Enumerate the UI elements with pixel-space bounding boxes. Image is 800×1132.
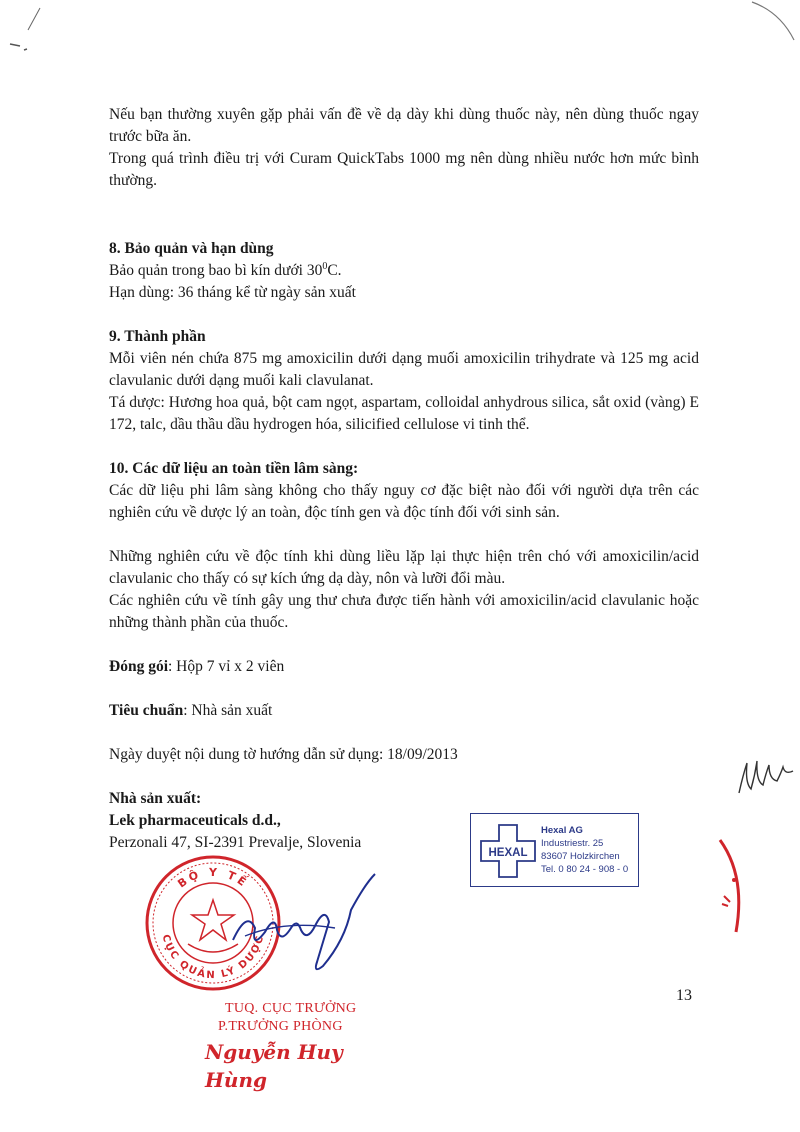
svg-text:HEXAL: HEXAL [488,847,528,859]
document-body [109,104,699,854]
composition-text: Mỗi viên nén chứa 875 mg amoxicilin dưới dạng muối amoxicilin trihydrate và 125 mg acid clavulanic dưới dạng muối kali clavulanat. [109,350,699,389]
hexal-city: 83607 Holzkirchen [541,851,620,862]
intro-paragraph-2: Trong quá trình điều trị với Curam QuickTabs 1000 mg nên dùng nhiều nước hơn mức bình thường. [109,150,699,189]
section-10-heading: 10. Các dữ liệu an toàn tiền lâm sàng: [109,460,359,477]
hexal-phone: Tel. 0 80 24 - 908 - 0 [541,864,629,875]
signatory-name: Nguyễn Huy Hùng [205,1040,343,1092]
signatory-title-1: TUQ. CỤC TRƯỞNG [225,1001,357,1016]
corner-scribble-icon [0,0,70,70]
page-number: 13 [676,987,692,1004]
corner-line-icon [750,0,800,50]
hexal-address-block [541,824,628,876]
handwritten-signature-icon [225,870,385,980]
initials-signature-icon [733,745,795,800]
preclinical-paragraph-2: Những nghiên cứu về độc tính khi dùng liều lặp lại thực hiện trên chó với amoxicilin/acid clavulanic cho thấy có sự kích ứng dạ dày, nôn và lưỡi đổi màu. [109,548,699,587]
hexal-company-stamp [470,813,639,887]
hexal-company-name: Hexal AG [541,825,583,836]
section-9-heading: 9. Thành phần [109,328,206,345]
excipients-text: Tá dược: Hương hoa quả, bột cam ngọt, aspartam, colloidal anhydrous silica, sắt oxid (vàng) E 172, talc, dầu thầu dầu hydrogen hóa, silicified cellulose vi tinh thể. [109,394,699,433]
expiry-text: Hạn dùng: 36 tháng kể từ ngày sản xuất [109,284,356,301]
section-8-heading: 8. Bảo quản và hạn dùng [109,240,274,257]
signatory-title-2: P.TRƯỞNG PHÒNG [218,1019,343,1034]
svg-text:CỤC QUẢN LÝ DƯỢC: CỤC QUẢN LÝ DƯỢC [159,933,267,982]
official-signatory [205,1000,395,1094]
manufacturer-address: Perzonali 47, SI-2391 Prevalje, Slovenia [109,834,362,851]
standard-line: Tiêu chuẩn: Nhà sản xuất [109,702,273,719]
storage-text: Bảo quản trong bao bì kín dưới $30^0C$. [109,260,342,279]
hexal-logo [479,823,537,879]
preclinical-paragraph-1: Các dữ liệu phi lâm sàng không cho thấy nguy cơ đặc biệt nào đối với người dựa trên các nghiên cứu về dược lý an toàn, độc tính gen và độc tính đối với sinh sản. [109,482,699,521]
intro-paragraph-1: Nếu bạn thường xuyên gặp phải vấn đề về dạ dày khi dùng thuốc này, nên dùng thuốc ngay trước bữa ăn. [109,106,699,145]
manufacturer-name: Lek pharmaceuticals d.d., [109,812,281,829]
red-seal-fragment-icon [712,836,752,936]
packaging-line: Đóng gói: Hộp 7 vỉ x 2 viên [109,658,285,675]
svg-text:BỘ Y TẾ: BỘ Y TẾ [175,865,251,891]
preclinical-paragraph-3: Các nghiên cứu về tính gây ung thư chưa được tiến hành với amoxicilin/acid clavulanic hoặc những thành phần của thuốc. [109,592,699,631]
hexal-street: Industriestr. 25 [541,838,604,849]
manufacturer-label: Nhà sản xuất: [109,790,202,807]
approval-date: Ngày duyệt nội dung tờ hướng dẫn sử dụng: 18/09/2013 [109,746,458,763]
